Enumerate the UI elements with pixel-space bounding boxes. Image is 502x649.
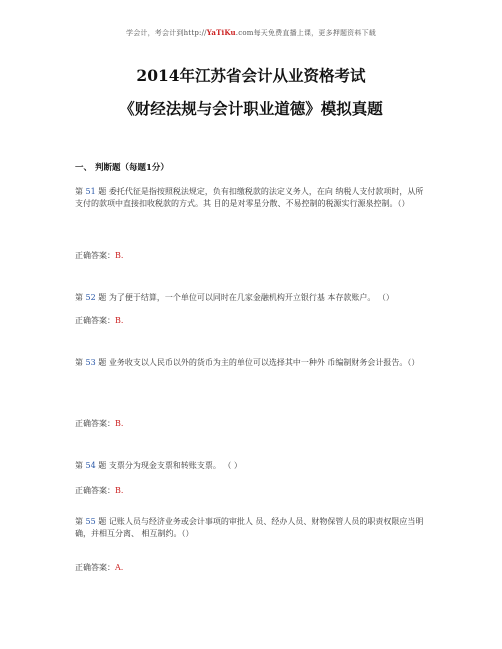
question-number: 54 [85, 461, 96, 470]
question-54 [75, 460, 427, 472]
question-52 [75, 292, 427, 304]
answer-label: 正确答案： [75, 251, 115, 260]
question-mid: 题 [95, 293, 109, 302]
answer-54 [75, 485, 123, 496]
question-text: 委托代征是指按照税法规定，负有扣缴税款的法定义务人，在向 纳税人支付款项时，从所支付的款项中直接扣收税款的方式。其 目的是对零星分散、不易控制的税源实行源泉控制。（） [75, 187, 424, 208]
answer-value: B. [115, 486, 124, 495]
question-text: 支票分为现金支票和转账支票。 （ ） [108, 461, 242, 470]
answer-label: 正确答案： [75, 419, 115, 428]
answer-label: 正确答案： [75, 563, 115, 572]
banner-brand-link[interactable]: YaTiKu [206, 28, 236, 37]
answer-value: B. [115, 419, 124, 428]
answer-value: B. [115, 251, 124, 260]
question-prefix: 第 [75, 461, 86, 470]
question-number: 55 [85, 517, 96, 526]
answer-53 [75, 418, 123, 429]
question-53 [75, 357, 427, 369]
answer-51 [75, 250, 123, 261]
answer-label: 正确答案： [75, 486, 115, 495]
question-text: 记账人员与经济业务或会计事项的审批人 员、经办人员、财物保管人员的职责权限应当明确，并相互分离、 相互制约。（） [75, 517, 424, 538]
document-title-line2: 《财经法规与会计职业道德》模拟真题 [119, 99, 383, 118]
answer-value: A. [115, 563, 124, 572]
banner-prefix: 学会计，考会计到http:// [126, 29, 207, 37]
question-51 [75, 186, 427, 209]
question-prefix: 第 [75, 517, 86, 526]
question-prefix: 第 [75, 358, 86, 367]
question-55 [75, 516, 427, 539]
question-prefix: 第 [75, 293, 86, 302]
question-prefix: 第 [75, 187, 86, 196]
question-text: 业务收支以人民币以外的货币为主的单位可以选择其中一种外 币编制财务会计报告。（） [108, 358, 420, 367]
answer-55 [75, 562, 123, 573]
question-number: 51 [85, 187, 96, 196]
answer-value: B. [115, 316, 124, 325]
question-mid: 题 [95, 187, 109, 196]
answer-label: 正确答案： [75, 316, 115, 325]
answer-52 [75, 315, 123, 326]
document-title-line1: 2014年江苏省会计从业资格考试 [136, 66, 366, 85]
question-number: 53 [85, 358, 96, 367]
header-banner [0, 28, 502, 38]
section-heading: 一、 判断题（每题1分） [75, 163, 169, 173]
question-mid: 题 [95, 517, 109, 526]
question-text: 为了便于结算，一个单位可以同时在几家金融机构开立银行基 本存款账户。 （） [108, 293, 394, 302]
question-mid: 题 [95, 461, 109, 470]
question-mid: 题 [95, 358, 109, 367]
banner-suffix: .com每天免费直播上课，更多押题资料下载 [235, 29, 376, 37]
question-number: 52 [85, 293, 96, 302]
